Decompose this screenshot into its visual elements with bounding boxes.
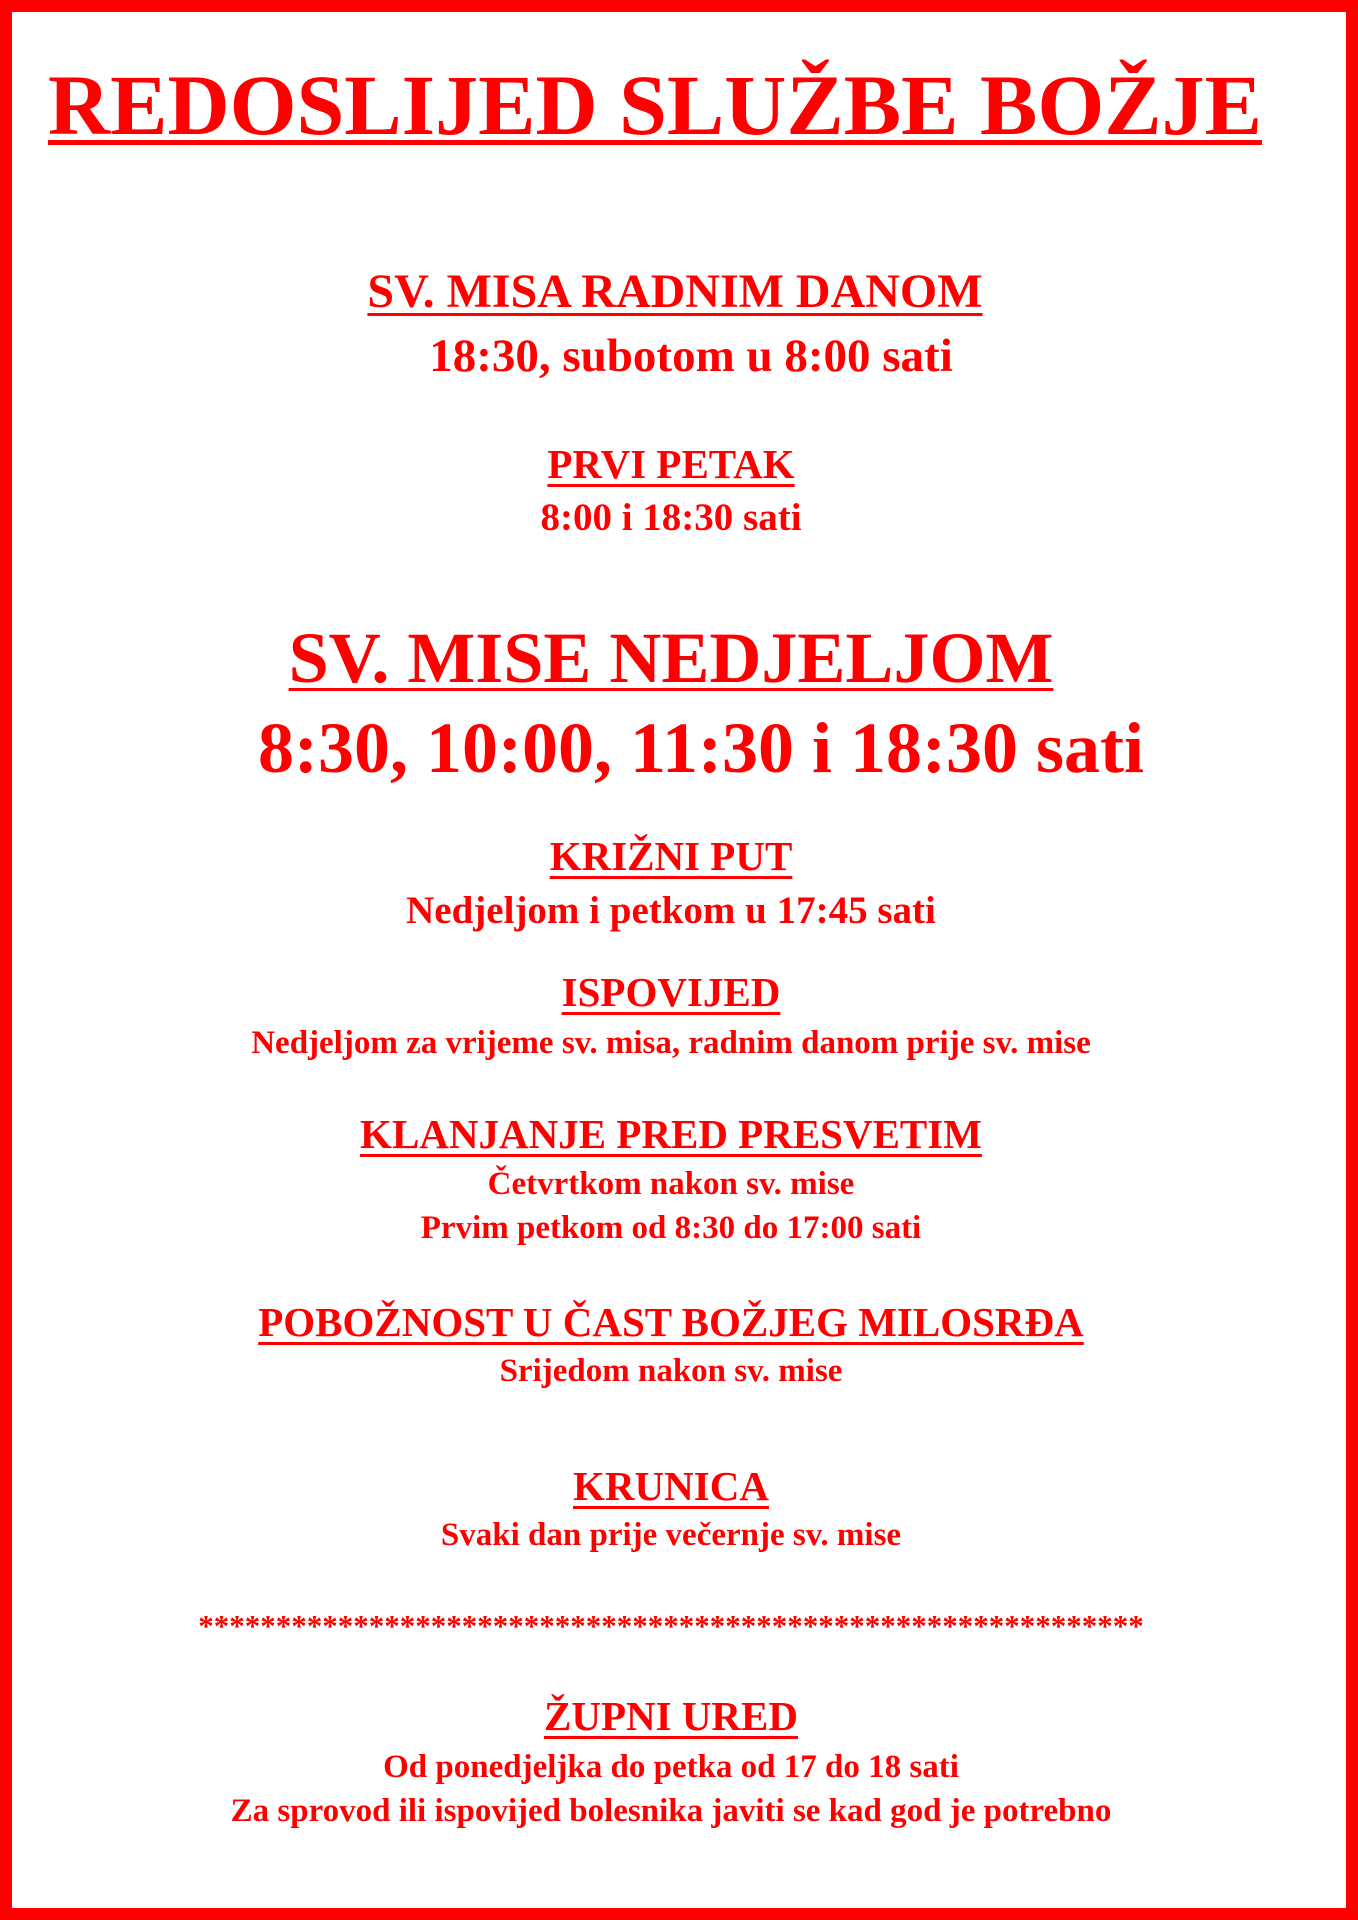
weekday-mass-times: 18:30, subotom u 8:00 sati bbox=[429, 330, 953, 382]
sunday-masses-heading: SV. MISE NEDJELJOM bbox=[288, 618, 1054, 698]
adoration-thursday: Četvrtkom nakon sv. mise bbox=[487, 1166, 855, 1202]
sunday-masses-times: 8:30, 10:00, 11:30 i 18:30 sati bbox=[258, 708, 1144, 788]
adoration-first-friday: Prvim petkom od 8:30 do 17:00 sati bbox=[420, 1210, 922, 1246]
confession-heading: ISPOVIJED bbox=[561, 969, 781, 1015]
rosary-times: Svaki dan prije večernje sv. mise bbox=[440, 1517, 902, 1553]
separator-line: ************************************************************* bbox=[198, 1608, 1144, 1643]
confession-times: Nedjeljom za vrijeme sv. misa, radnim danom prije sv. mise bbox=[251, 1025, 1091, 1061]
adoration-heading: KLANJANJE PRED PRESVETIM bbox=[360, 1111, 982, 1157]
first-friday-times: 8:00 i 18:30 sati bbox=[540, 496, 802, 539]
way-of-cross-heading: KRIŽNI PUT bbox=[549, 833, 793, 879]
divine-mercy-heading: POBOŽNOST U ČAST BOŽJEG MILOSRĐA bbox=[258, 1299, 1084, 1345]
weekday-mass-heading: SV. MISA RADNIM DANOM bbox=[367, 265, 983, 318]
first-friday-heading: PRVI PETAK bbox=[547, 441, 795, 487]
parish-office-hours: Od ponedjeljka do petka od 17 do 18 sati bbox=[383, 1749, 959, 1785]
page-title: REDOSLIJED SLUŽBE BOŽJE bbox=[48, 57, 1262, 153]
divine-mercy-times: Srijedom nakon sv. mise bbox=[499, 1353, 843, 1389]
parish-office-note: Za sprovod ili ispovijed bolesnika javiti se kad god je potrebno bbox=[230, 1793, 1112, 1829]
way-of-cross-times: Nedjeljom i petkom u 17:45 sati bbox=[406, 889, 936, 932]
parish-office-heading: ŽUPNI URED bbox=[544, 1693, 798, 1739]
rosary-heading: KRUNICA bbox=[573, 1463, 769, 1509]
